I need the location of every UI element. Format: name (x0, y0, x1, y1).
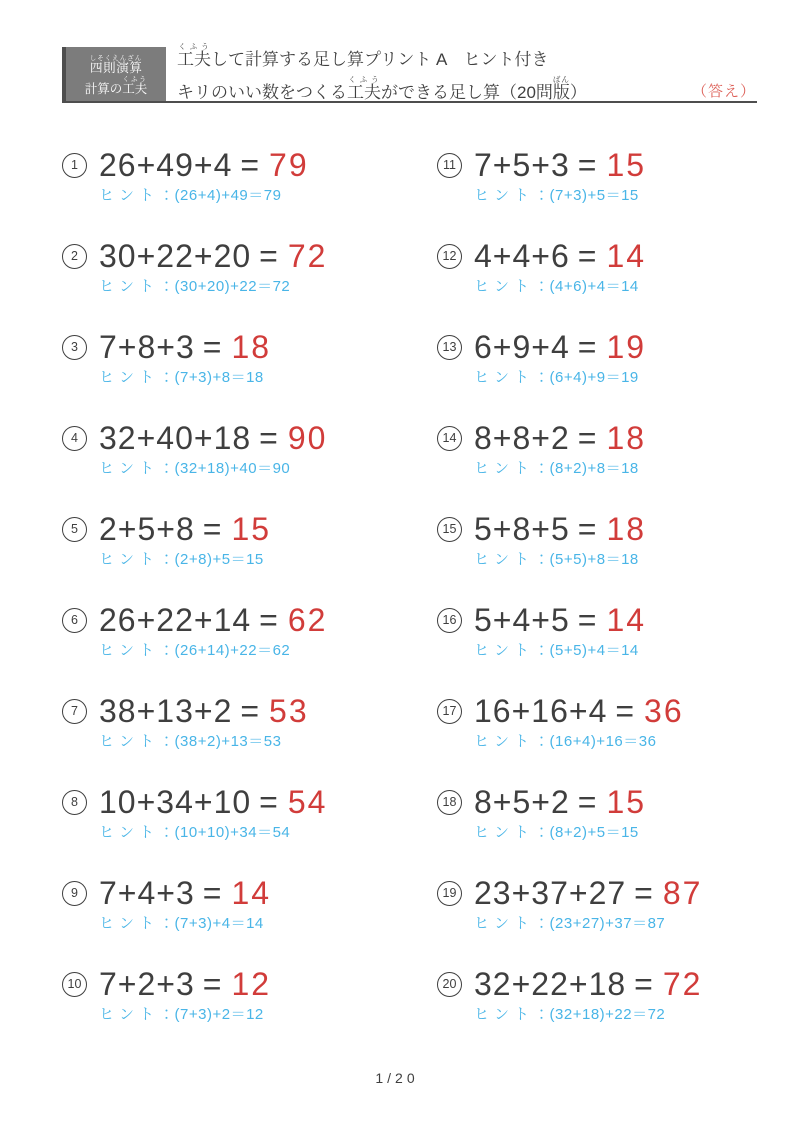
hint-expression: (6+4)+9＝19 (549, 369, 639, 386)
problem-number-badge: 16 (437, 608, 462, 633)
hint-expression: (26+4)+49＝79 (174, 187, 282, 204)
problem-row (62, 237, 427, 275)
problem-item (62, 965, 427, 1056)
problem-item (62, 601, 427, 692)
problem-number-badge: 11 (437, 153, 462, 178)
equation-expression: 26+22+14 (99, 602, 252, 638)
hint-label: ヒント (474, 733, 535, 750)
hint-expression: (5+5)+4＝14 (549, 642, 639, 659)
hint-expression: (8+2)+5＝15 (549, 824, 639, 841)
problem-row (437, 874, 777, 912)
problem-number-badge: 14 (437, 426, 462, 451)
problem-equation (99, 510, 271, 548)
hint-expression: (26+14)+22＝62 (174, 642, 291, 659)
equation-equals: = (202, 966, 223, 1002)
equation-expression: 7+2+3 (99, 966, 195, 1002)
equation-equals: = (240, 147, 261, 183)
equation-equals: = (577, 511, 598, 547)
problem-equation (474, 146, 646, 184)
hint-label: ヒント (99, 733, 160, 750)
answer-key-label: （答え） (691, 83, 756, 100)
problem-hint (99, 915, 427, 933)
equation-expression: 10+34+10 (99, 784, 252, 820)
equation-expression: 6+9+4 (474, 329, 570, 365)
problem-equation (99, 874, 271, 912)
hint-label: ヒント (474, 369, 535, 386)
equation-equals: = (577, 602, 598, 638)
equation-equals: = (202, 511, 223, 547)
problem-number-badge: 3 (62, 335, 87, 360)
equation-expression: 5+4+5 (474, 602, 570, 638)
problem-hint (474, 733, 777, 751)
problem-number-badge: 8 (62, 790, 87, 815)
equation-answer: 14 (606, 602, 647, 638)
problem-number-badge: 20 (437, 972, 462, 997)
equation-equals: = (259, 238, 279, 274)
problem-item (437, 783, 777, 874)
problem-equation (474, 237, 646, 275)
hint-label: ヒント (99, 551, 160, 568)
problem-equation (474, 965, 702, 1003)
problem-row (437, 510, 777, 548)
hint-expression: (16+4)+16＝36 (549, 733, 657, 750)
problem-item (62, 692, 427, 783)
equation-answer: 87 (662, 875, 703, 911)
problem-number-badge: 4 (62, 426, 87, 451)
hint-colon: ： (534, 460, 550, 477)
equation-equals: = (634, 966, 654, 1002)
hint-label: ヒント (474, 915, 535, 932)
title-block (177, 42, 587, 108)
hint-label: ヒント (474, 1006, 535, 1023)
problem-row (62, 783, 427, 821)
equation-expression: 7+4+3 (99, 875, 195, 911)
equation-answer: 15 (231, 511, 272, 547)
problem-hint (474, 642, 777, 660)
problem-equation (474, 601, 646, 639)
hint-label: ヒント (99, 915, 160, 932)
equation-equals: = (577, 147, 598, 183)
worksheet-subtitle: キリのいい数をつくる工夫くふうができる足し算（20問版ばん） (177, 75, 587, 102)
equation-equals: = (202, 875, 223, 911)
problem-row (62, 601, 427, 639)
equation-expression: 7+5+3 (474, 147, 570, 183)
problem-number-badge: 18 (437, 790, 462, 815)
equation-answer: 18 (606, 511, 647, 547)
problem-item (62, 328, 427, 419)
problem-hint (474, 460, 777, 478)
problem-equation (474, 874, 702, 912)
equation-answer: 18 (606, 420, 647, 456)
problem-row (437, 328, 777, 366)
problem-hint (474, 824, 777, 842)
problem-number-badge: 12 (437, 244, 462, 269)
hint-colon: ： (159, 369, 175, 386)
hint-colon: ： (159, 187, 175, 204)
equation-expression: 2+5+8 (99, 511, 195, 547)
problem-number-badge: 5 (62, 517, 87, 542)
problem-equation (99, 965, 271, 1003)
equation-answer: 12 (231, 966, 272, 1002)
equation-equals: = (577, 784, 598, 820)
problem-number-badge: 17 (437, 699, 462, 724)
category-line1: 四則演算しそくえんざん (89, 54, 143, 75)
problems-column-right (437, 146, 777, 1056)
equation-expression: 16+16+4 (474, 693, 608, 729)
problem-hint (99, 642, 427, 660)
equation-equals: = (259, 420, 279, 456)
hint-colon: ： (534, 278, 550, 295)
hint-label: ヒント (99, 460, 160, 477)
hint-expression: (32+18)+40＝90 (174, 460, 291, 477)
problem-row (437, 783, 777, 821)
problem-equation (99, 692, 309, 730)
problem-item (437, 965, 777, 1056)
hint-colon: ： (159, 551, 175, 568)
category-box (62, 47, 166, 103)
hint-label: ヒント (99, 824, 160, 841)
hint-label: ヒント (99, 369, 160, 386)
equation-expression: 4+4+6 (474, 238, 570, 274)
equation-equals: = (577, 420, 598, 456)
hint-colon: ： (159, 824, 175, 841)
hint-colon: ： (534, 551, 550, 568)
problem-item (437, 692, 777, 783)
equation-answer: 72 (287, 238, 328, 274)
equation-expression: 26+49+4 (99, 147, 233, 183)
problem-equation (474, 328, 646, 366)
equation-expression: 8+8+2 (474, 420, 570, 456)
problem-item (62, 874, 427, 965)
problem-row (437, 237, 777, 275)
equation-equals: = (240, 693, 261, 729)
problem-item (437, 146, 777, 237)
problem-row (62, 874, 427, 912)
hint-label: ヒント (474, 460, 535, 477)
problem-number-badge: 2 (62, 244, 87, 269)
problem-hint (99, 1006, 427, 1024)
problem-number-badge: 7 (62, 699, 87, 724)
problem-number-badge: 6 (62, 608, 87, 633)
equation-answer: 53 (269, 693, 309, 729)
header-rule (62, 101, 757, 103)
problem-equation (99, 419, 327, 457)
hint-colon: ： (534, 915, 550, 932)
problem-hint (474, 915, 777, 933)
equation-answer: 62 (287, 602, 328, 638)
problem-number-badge: 19 (437, 881, 462, 906)
problem-item (62, 237, 427, 328)
problem-hint (99, 551, 427, 569)
equation-equals: = (577, 329, 598, 365)
equation-answer: 14 (231, 875, 272, 911)
problem-hint (474, 278, 777, 296)
problem-hint (474, 369, 777, 387)
problem-hint (99, 278, 427, 296)
equation-expression: 38+13+2 (99, 693, 233, 729)
equation-equals: = (259, 602, 279, 638)
hint-expression: (4+6)+4＝14 (549, 278, 639, 295)
equation-answer: 90 (287, 420, 328, 456)
page-number: 1/20 (375, 1070, 419, 1086)
equation-equals: = (634, 875, 654, 911)
hint-expression: (10+10)+34＝54 (174, 824, 291, 841)
equation-answer: 72 (662, 966, 703, 1002)
problem-equation (474, 419, 646, 457)
hint-colon: ： (534, 824, 550, 841)
equation-equals: = (259, 784, 279, 820)
hint-expression: (7+3)+2＝12 (174, 1006, 264, 1023)
hint-colon: ： (159, 1006, 175, 1023)
hint-label: ヒント (474, 642, 535, 659)
equation-answer: 36 (644, 693, 684, 729)
problem-equation (474, 510, 646, 548)
hint-colon: ： (159, 642, 175, 659)
hint-colon: ： (534, 369, 550, 386)
equation-equals: = (202, 329, 223, 365)
problem-item (62, 510, 427, 601)
problem-hint (99, 733, 427, 751)
problem-row (437, 146, 777, 184)
equation-expression: 32+40+18 (99, 420, 252, 456)
equation-expression: 23+37+27 (474, 875, 627, 911)
hint-colon: ： (534, 1006, 550, 1023)
hint-expression: (7+3)+5＝15 (549, 187, 639, 204)
problem-number-badge: 9 (62, 881, 87, 906)
problem-item (437, 510, 777, 601)
hint-label: ヒント (99, 187, 160, 204)
problem-equation (474, 692, 684, 730)
hint-expression: (30+20)+22＝72 (174, 278, 291, 295)
problem-equation (474, 783, 646, 821)
equation-expression: 32+22+18 (474, 966, 627, 1002)
problem-hint (99, 460, 427, 478)
category-line2: 計算の工夫くふう (84, 75, 148, 96)
problem-row (62, 965, 427, 1003)
equation-answer: 14 (606, 238, 647, 274)
problem-number-badge: 15 (437, 517, 462, 542)
equation-expression: 8+5+2 (474, 784, 570, 820)
equation-answer: 54 (287, 784, 328, 820)
hint-colon: ： (534, 187, 550, 204)
hint-expression: (7+3)+8＝18 (174, 369, 264, 386)
hint-expression: (38+2)+13＝53 (174, 733, 282, 750)
problem-row (62, 146, 427, 184)
hint-label: ヒント (474, 187, 535, 204)
problem-hint (99, 824, 427, 842)
problem-equation (99, 601, 327, 639)
equation-answer: 15 (606, 147, 647, 183)
problem-item (62, 419, 427, 510)
equation-expression: 30+22+20 (99, 238, 252, 274)
problem-hint (474, 187, 777, 205)
hint-label: ヒント (99, 642, 160, 659)
hint-colon: ： (534, 642, 550, 659)
problem-number-badge: 13 (437, 335, 462, 360)
worksheet-title: 工夫くふうして計算する足し算プリント A ヒント付き (177, 42, 549, 69)
problem-equation (99, 146, 309, 184)
problems-column-left (62, 146, 427, 1056)
hint-expression: (2+8)+5＝15 (174, 551, 264, 568)
hint-label: ヒント (474, 551, 535, 568)
equation-answer: 79 (269, 147, 309, 183)
problem-hint (99, 369, 427, 387)
hint-colon: ： (534, 733, 550, 750)
equation-answer: 18 (231, 329, 272, 365)
problem-hint (474, 551, 777, 569)
problem-number-badge: 1 (62, 153, 87, 178)
problem-row (62, 328, 427, 366)
equation-expression: 7+8+3 (99, 329, 195, 365)
hint-label: ヒント (474, 278, 535, 295)
problem-row (62, 692, 427, 730)
problem-equation (99, 237, 327, 275)
problem-item (62, 783, 427, 874)
problem-item (437, 419, 777, 510)
hint-expression: (7+3)+4＝14 (174, 915, 264, 932)
problem-equation (99, 328, 271, 366)
hint-expression: (23+27)+37＝87 (549, 915, 666, 932)
problem-row (437, 965, 777, 1003)
hint-expression: (5+5)+8＝18 (549, 551, 639, 568)
hint-label: ヒント (99, 1006, 160, 1023)
hint-label: ヒント (474, 824, 535, 841)
problem-hint (474, 1006, 777, 1024)
hint-colon: ： (159, 733, 175, 750)
problem-number-badge: 10 (62, 972, 87, 997)
problem-item (437, 237, 777, 328)
hint-colon: ： (159, 460, 175, 477)
problem-item (437, 328, 777, 419)
problem-item (62, 146, 427, 237)
equation-answer: 15 (606, 784, 647, 820)
problem-equation (99, 783, 327, 821)
hint-colon: ： (159, 915, 175, 932)
problem-hint (99, 187, 427, 205)
problem-row (62, 419, 427, 457)
equation-answer: 19 (606, 329, 647, 365)
equation-equals: = (577, 238, 598, 274)
problem-row (437, 419, 777, 457)
problem-row (437, 601, 777, 639)
problem-row (62, 510, 427, 548)
problem-item (437, 874, 777, 965)
hint-expression: (32+18)+22＝72 (549, 1006, 666, 1023)
hint-label: ヒント (99, 278, 160, 295)
equation-expression: 5+8+5 (474, 511, 570, 547)
hint-colon: ： (159, 278, 175, 295)
equation-equals: = (615, 693, 636, 729)
problem-row (437, 692, 777, 730)
hint-expression: (8+2)+8＝18 (549, 460, 639, 477)
problem-item (437, 601, 777, 692)
